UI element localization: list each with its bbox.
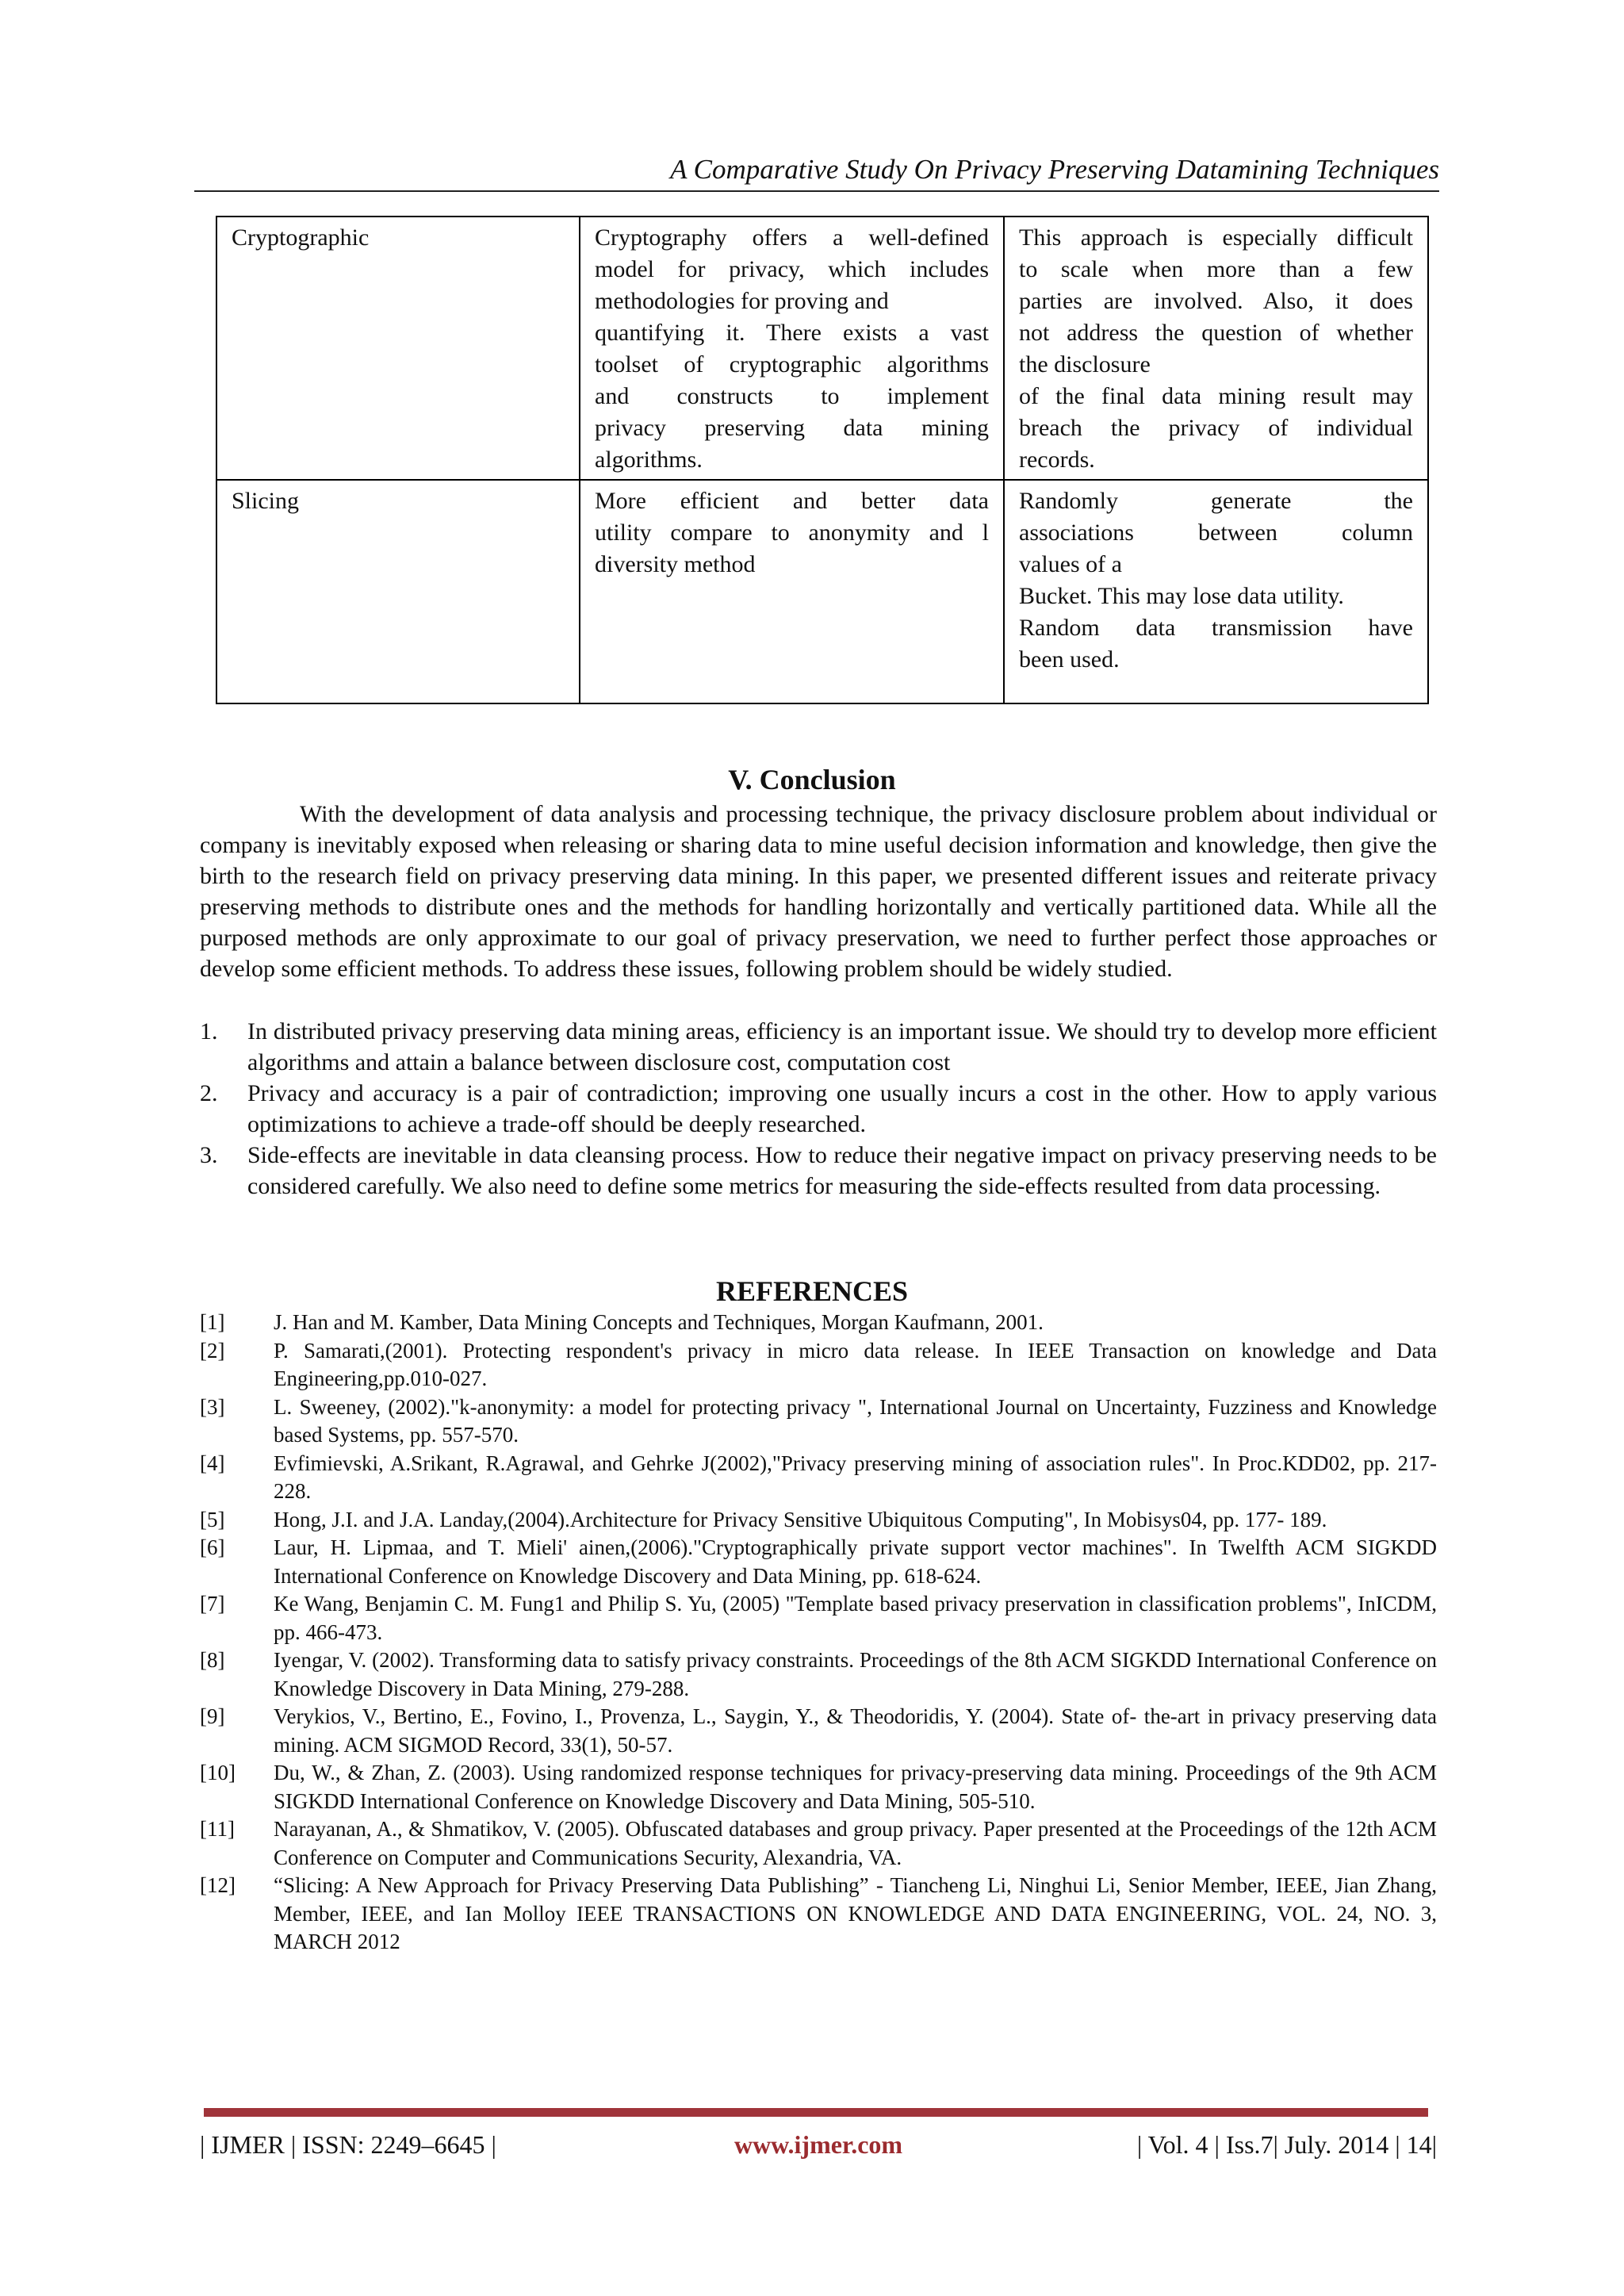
list-number: 1. — [200, 1018, 218, 1045]
cell-line: parties are involved. Also, it does — [1019, 288, 1413, 314]
cell-line: model for privacy, which includes — [595, 256, 989, 282]
cell-line: associations between column — [1019, 519, 1413, 546]
reference-item — [200, 1506, 1437, 1535]
footer-journal-issn: | IJMER | ISSN: 2249–6645 | — [200, 2130, 496, 2159]
reference-number: [8] — [200, 1648, 225, 1672]
reference-item — [200, 1309, 1437, 1337]
table-row — [216, 217, 1428, 480]
reference-text: L. Sweeney, (2002)."k-anonymity: a model for protecting privacy ", International Journal on Uncertainty, Fuzziness and Knowledge based Systems, pp. 557-570. — [274, 1394, 1437, 1447]
cell-line: toolset of cryptographic algorithms — [595, 351, 989, 378]
reference-text: Ke Wang, Benjamin C. M. Fung1 and Philip S. Yu, (2005) "Template based privacy preservation in classification problems", InICDM, pp. 466-473. — [274, 1592, 1437, 1644]
cell-line: methodologies for proving and — [595, 288, 889, 314]
reference-number: [11] — [200, 1817, 235, 1841]
reference-text: Laur, H. Lipmaa, and T. Mieli' ainen,(2006)."Cryptographically private support vector machines". In Twelfth ACM SIGKDD International Conference on Knowledge Discovery and Data Mining, pp. 618-624. — [274, 1535, 1437, 1588]
footer-website-link[interactable]: www.ijmer.com — [733, 2130, 903, 2159]
reference-number: [4] — [200, 1451, 225, 1475]
list-number: 3. — [200, 1142, 218, 1168]
reference-item — [200, 1703, 1437, 1759]
cell-line: and constructs to implement — [595, 383, 989, 409]
reference-item — [200, 1337, 1437, 1393]
reference-text: Verykios, V., Bertino, E., Fovino, I., Provenza, L., Saygin, Y., & Theodoridis, Y. (2004). State of- the-art in privacy preserving data mining. ACM SIGMOD Record, 33(1), 50-57. — [274, 1704, 1437, 1757]
cell-line: the disclosure — [1019, 351, 1151, 378]
reference-text: Hong, J.I. and J.A. Landay,(2004).Architecture for Privacy Sensitive Ubiquitous Computing", In Mobisys04, pp. 177- 189. — [274, 1507, 1327, 1531]
merits-cell — [580, 217, 1004, 480]
reference-text: Evfimievski, A.Srikant, R.Agrawal, and Gehrke J(2002),"Privacy preserving mining of association rules". In Proc.KDD02, pp. 217-228. — [274, 1451, 1437, 1503]
reference-item — [200, 1759, 1437, 1815]
reference-item — [200, 1450, 1437, 1506]
reference-number: [9] — [200, 1704, 225, 1728]
merits-cell — [580, 480, 1004, 703]
reference-text: Du, W., & Zhan, Z. (2003). Using randomized response techniques for privacy-preserving data mining. Proceedings of the 9th ACM SIGKDD International Conference on Knowledge Discovery and Data Mining, 505-510. — [274, 1761, 1437, 1813]
reference-number: [5] — [200, 1507, 225, 1531]
reference-number: [12] — [200, 1873, 236, 1897]
list-number: 2. — [200, 1080, 218, 1106]
comparison-table — [216, 216, 1429, 704]
cell-line: diversity method — [595, 551, 756, 577]
cell-line: utility compare to anonymity and l — [595, 519, 989, 546]
technique-cell: Cryptographic — [216, 217, 580, 480]
reference-text: J. Han and M. Kamber, Data Mining Concepts and Techniques, Morgan Kaufmann, 2001. — [274, 1310, 1044, 1334]
references-heading: REFERENCES — [715, 1275, 909, 1307]
conclusion-paragraph: With the development of data analysis and processing technique, the privacy disclosure problem about individual or company is inevitably exposed when releasing or sharing data to mine useful decision information and knowledge, then give the birth to the research field on privacy preserving data mining. In this paper, we presented different issues and reiterate privacy preserving methods to distribute ones and the methods for handling horizontally and vertically partitioned data. While all the purposed methods are only approximate to our goal of privacy preservation, we need to further perfect those approaches or develop some efficient methods. To address these issues, following problem should be widely studied. — [200, 801, 1437, 982]
cell-line: values of a — [1019, 551, 1122, 577]
list-item — [200, 1016, 1437, 1078]
reference-item — [200, 1872, 1437, 1957]
cell-line: privacy preserving data mining — [595, 415, 989, 441]
cell-line: records. — [1019, 447, 1095, 473]
reference-text: Narayanan, A., & Shmatikov, V. (2005). Obfuscated databases and group privacy. Paper presented at the Proceedings of the 12th ACM Conference on Computer and Communications Security, Alexandria, VA. — [274, 1817, 1437, 1869]
conclusion-body — [200, 799, 1437, 984]
reference-list — [200, 1309, 1437, 1957]
table-row — [216, 480, 1428, 703]
cell-line: quantifying it. There exists a vast — [595, 320, 989, 346]
header-rule — [194, 190, 1439, 192]
reference-item — [200, 1590, 1437, 1646]
list-item — [200, 1140, 1437, 1202]
list-text: In distributed privacy preserving data mining areas, efficiency is an important issue. We should try to develop more efficient algorithms and attain a balance between disclosure cost, computation cost — [247, 1018, 1437, 1075]
reference-item — [200, 1393, 1437, 1450]
list-text: Privacy and accuracy is a pair of contradiction; improving one usually incurs a cost in the other. How to apply various optimizations to achieve a trade-off should be deeply researched. — [247, 1080, 1437, 1137]
running-title: A Comparative Study On Privacy Preserving Datamining Techniques — [670, 154, 1439, 185]
issues-list — [200, 1016, 1437, 1202]
footer-rule — [204, 2108, 1428, 2117]
list-item — [200, 1078, 1437, 1140]
cell-line: to scale when more than a few — [1019, 256, 1413, 282]
list-text: Side-effects are inevitable in data cleansing process. How to reduce their negative impact on privacy preserving needs to be considered carefully. We also need to define some metrics for measuring the side-effects resulted from data processing. — [247, 1142, 1437, 1199]
demerits-cell — [1004, 480, 1428, 703]
reference-number: [1] — [200, 1310, 225, 1334]
cell-line: algorithms. — [595, 447, 703, 473]
reference-text: “Slicing: A New Approach for Privacy Preserving Data Publishing” - Tiancheng Li, Ninghui Li, Senior Member, IEEE, Jian Zhang, Member, IEEE, and Ian Molloy IEEE TRANSACTIONS ON KNOWLEDGE AND DATA ENGINEERING, VOL. 24, NO. 3, MARCH 2012 — [274, 1873, 1437, 1953]
cell-line: Cryptography offers a well-defined — [595, 224, 989, 251]
cell-line: Randomly generate the — [1019, 488, 1413, 514]
page-footer — [200, 2127, 1437, 2162]
reference-item — [200, 1815, 1437, 1872]
cell-line: breach the privacy of individual — [1019, 415, 1413, 441]
cell-line: This approach is especially difficult — [1019, 224, 1413, 251]
cell-line: Random data transmission have — [1019, 615, 1413, 641]
cell-line: of the final data mining result may — [1019, 383, 1413, 409]
demerits-cell — [1004, 217, 1428, 480]
cell-line: been used. — [1019, 646, 1120, 673]
cell-line: Bucket. This may lose data utility. — [1019, 583, 1344, 609]
reference-number: [6] — [200, 1535, 225, 1559]
technique-cell: Slicing — [216, 480, 580, 703]
reference-item — [200, 1534, 1437, 1590]
reference-number: [3] — [200, 1394, 225, 1419]
reference-number: [7] — [200, 1592, 225, 1616]
conclusion-heading: V. Conclusion — [728, 764, 896, 795]
cell-line: not address the question of whether — [1019, 320, 1413, 346]
reference-number: [10] — [200, 1761, 236, 1784]
footer-volume-page: | Vol. 4 | Iss.7| July. 2014 | 14| — [1136, 2130, 1437, 2159]
reference-text: P. Samarati,(2001). Protecting respondent's privacy in micro data release. In IEEE Transaction on knowledge and Data Engineering,pp.010-027. — [274, 1338, 1437, 1390]
cell-line: More efficient and better data — [595, 488, 989, 514]
reference-text: Iyengar, V. (2002). Transforming data to satisfy privacy constraints. Proceedings of the 8th ACM SIGKDD International Conference on Knowledge Discovery in Data Mining, 279-288. — [274, 1648, 1437, 1700]
reference-number: [2] — [200, 1338, 225, 1363]
reference-item — [200, 1646, 1437, 1703]
